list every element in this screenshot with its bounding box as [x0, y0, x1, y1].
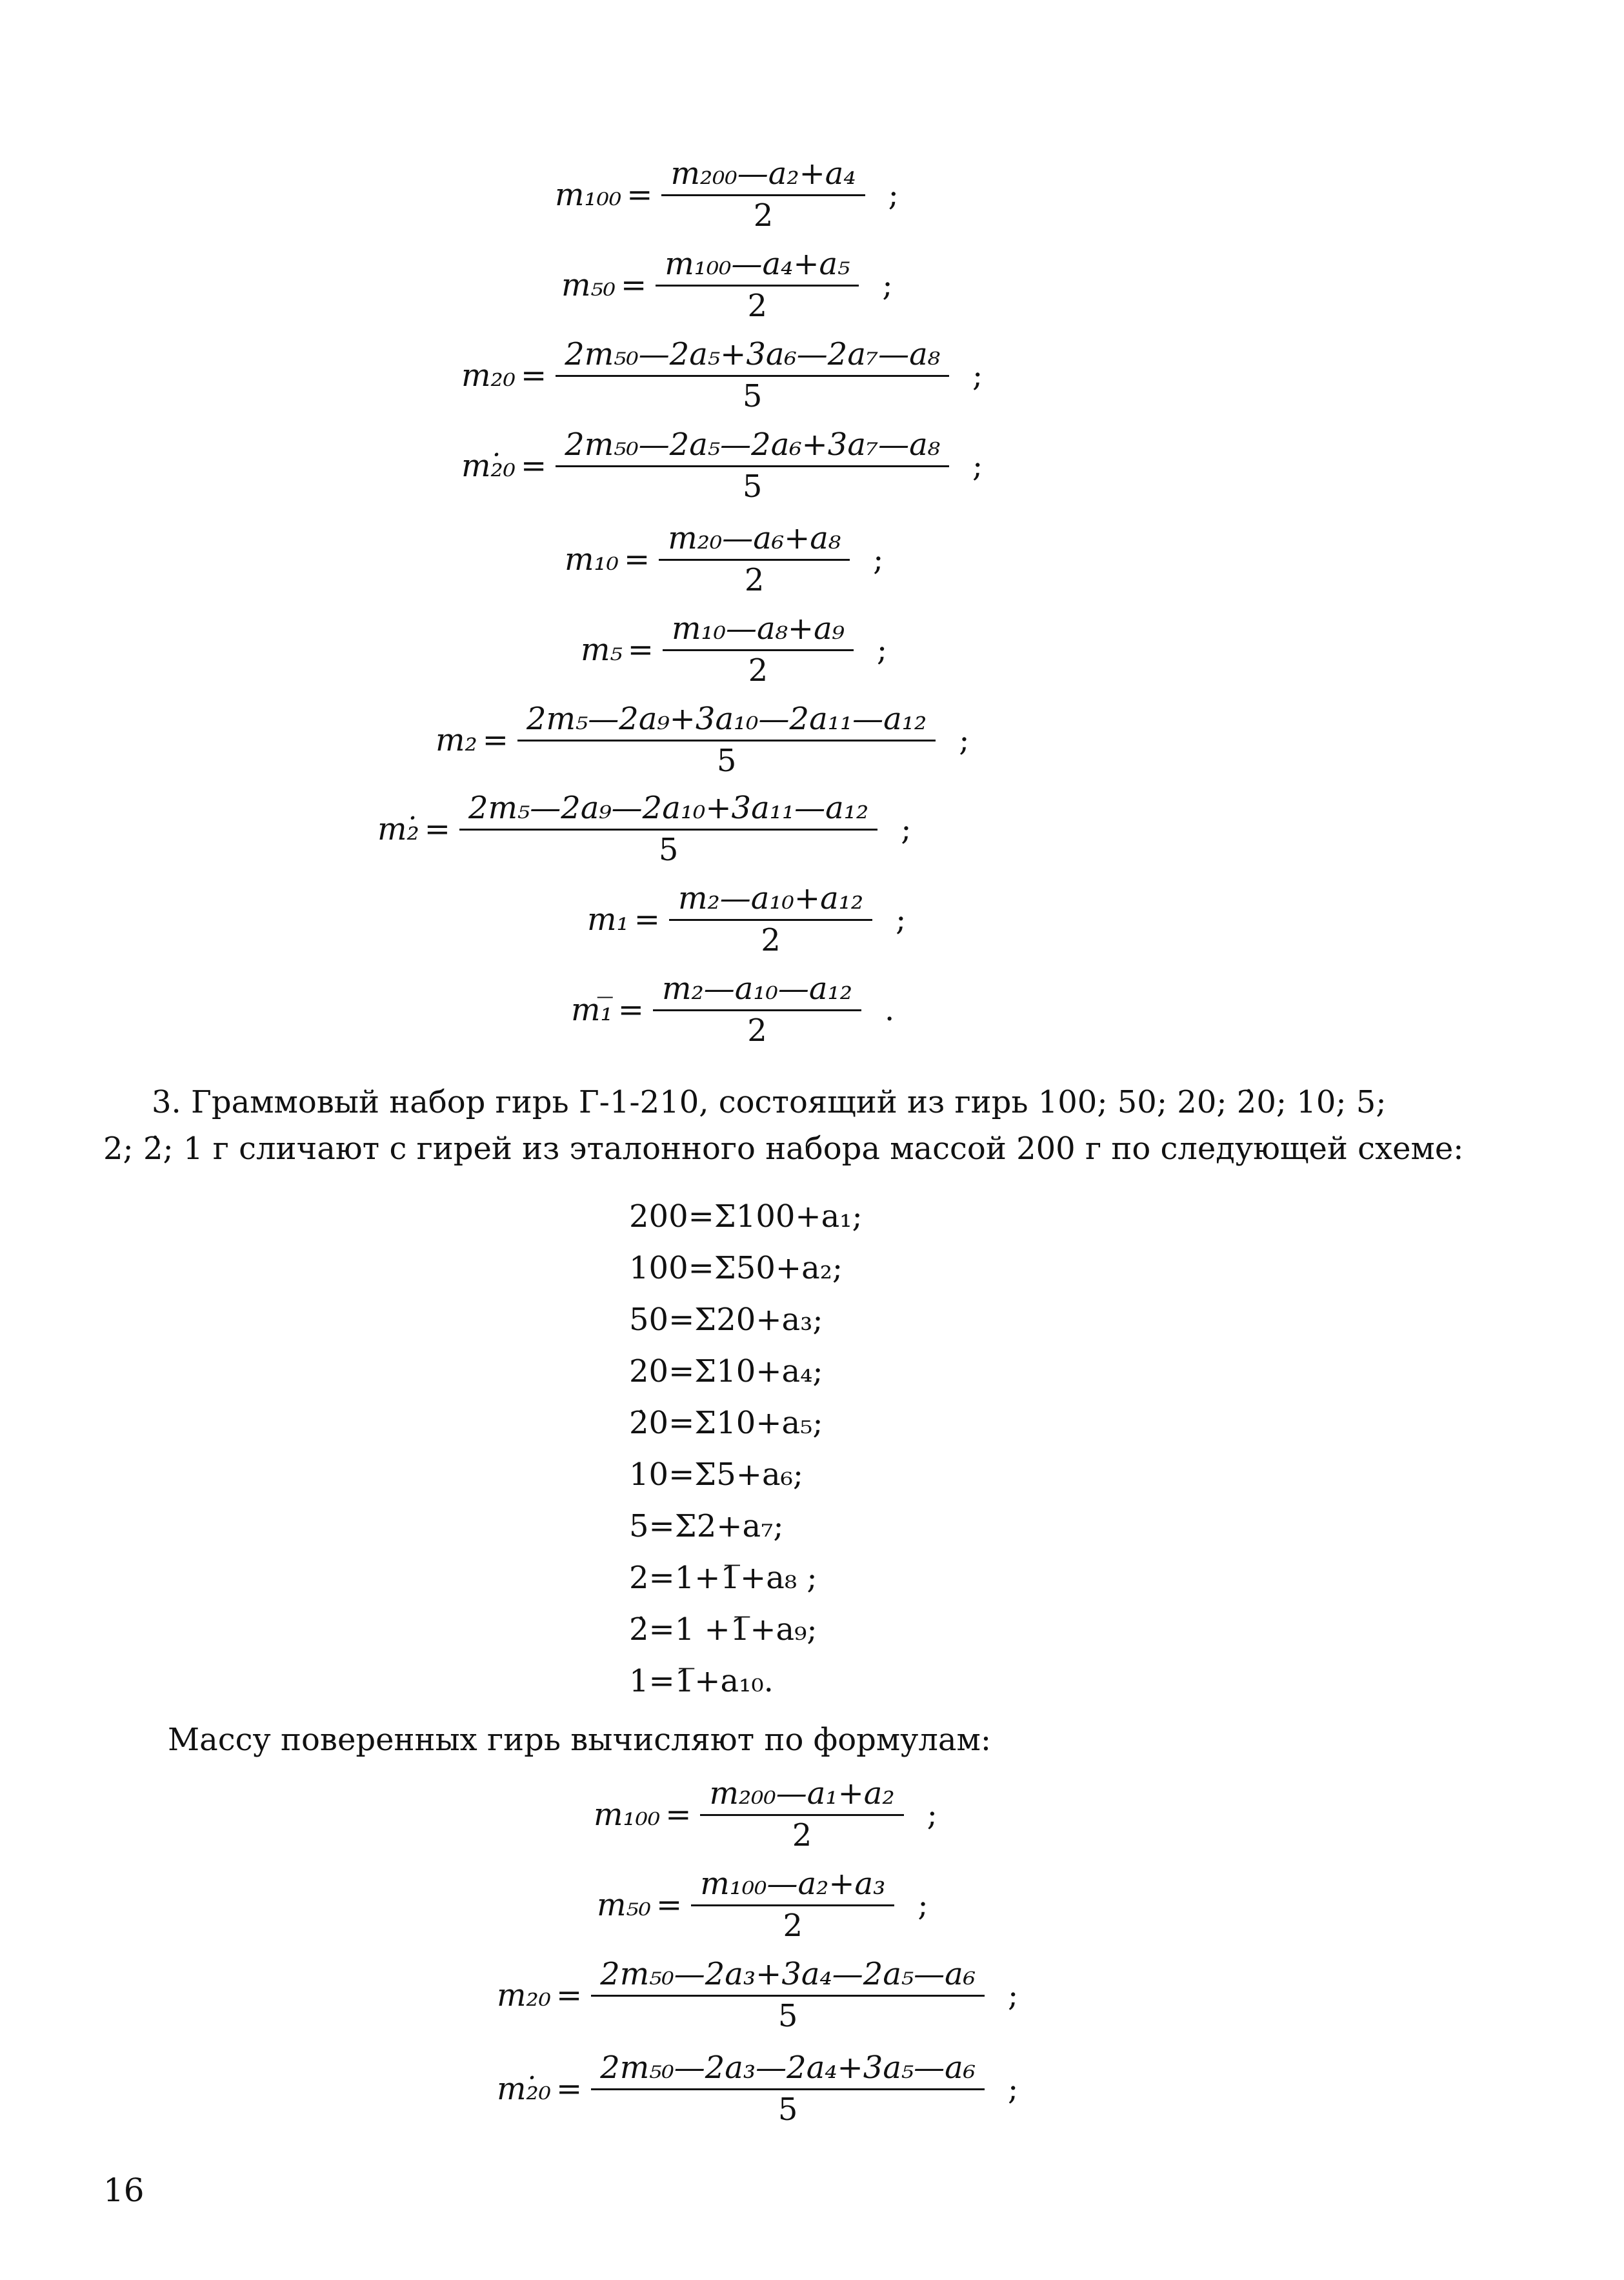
equation-lhs: m₁ [587, 901, 629, 938]
equation-lhs: m₁₀₀ [594, 1796, 661, 1833]
fraction [691, 1866, 894, 1944]
fraction [591, 1956, 985, 2034]
equation-lhs: m₁̅ [571, 991, 613, 1028]
denominator: 2 [761, 922, 781, 958]
denominator: 2 [748, 652, 768, 689]
scheme-line: 10=Σ5+a₆; [629, 1457, 804, 1493]
equation-lhs: m₂̇ [377, 811, 419, 847]
numerator: 2m₅₀—2a₅—2a₆+3a₇—a₈ [556, 429, 949, 467]
denominator: 2 [744, 562, 765, 598]
scheme-line: 100=Σ50+a₂; [629, 1250, 843, 1286]
punctuation: ; [876, 631, 888, 668]
scheme-line: 5=Σ2+a₇; [629, 1508, 784, 1544]
equation-m50-b: m₅₀ = $\frac{\text{m₁₀₀—a₂+a₃}}{2}$ ; [597, 1866, 928, 1944]
punctuation: ; [972, 447, 983, 484]
equation-m10: m₁₀ = $\frac{\text{m₂₀—a₆+a₈}}{2}$ ; [565, 520, 884, 598]
scheme-line: 50=Σ20+a₃; [629, 1302, 823, 1338]
denominator: 2 [783, 1908, 803, 1944]
punctuation: ; [901, 811, 912, 847]
equation-m20-b: m₂₀ = $\frac{\text{2m₅₀—2a₃+3a₄—2a₅—a₆}}{5}$ ; [497, 1956, 1019, 2034]
scheme-line: 2̇=1 +1̅+a₉; [629, 1611, 817, 1648]
scheme-line: 2̇0=Σ10+a₅; [629, 1405, 823, 1441]
fraction [459, 790, 877, 868]
denominator: 5 [777, 1998, 798, 2034]
denominator: 2 [753, 197, 774, 234]
equation-m100-b: m₁₀₀ = $\frac{\text{m₂₀₀—a₁+a₂}}{2}$ ; [594, 1775, 937, 1853]
equation-lhs: m₁₀ [565, 541, 619, 578]
equation-m2: m₂ = $\frac{\text{2m₅—2a₉+3a₁₀—2a₁₁—a₁₂}}{5}$ ; [436, 701, 970, 779]
numerator: 2m₅—2a₉—2a₁₀+3a₁₁—a₁₂ [459, 792, 877, 831]
numerator: m₁₀₀—a₂+a₃ [691, 1868, 894, 1906]
numerator: 2m₅₀—2a₃+3a₄—2a₅—a₆ [591, 1959, 985, 1997]
equation-lhs: m₂̇₀ [497, 2070, 551, 2107]
fraction [659, 520, 850, 598]
denominator: 5 [742, 469, 763, 505]
denominator: 2 [792, 1817, 812, 1853]
numerator: 2m₅₀—2a₅+3a₆—2a₇—a₈ [556, 339, 949, 377]
equation-lhs: m₂₀ [497, 1977, 551, 2013]
equation-lhs: m₂̇₀ [461, 447, 516, 484]
fraction [656, 246, 859, 324]
punctuation: ; [1008, 1977, 1019, 2013]
scheme-line: 20=Σ10+a₄; [629, 1353, 823, 1389]
punctuation: ; [1008, 2070, 1019, 2107]
paragraph-item-3 [103, 1079, 1464, 1172]
equation-m20-dot: m₂̇₀ = $\frac{\text{2m₅₀—2a₅—2a₆+3a₇—a₈}}{5}$ ; [461, 427, 983, 505]
equation-m20-dot-b: m₂̇₀ = $\frac{\text{2m₅₀—2a₃—2a₄+3a₅—a₆}}{5}$ ; [497, 2050, 1019, 2128]
scheme-line: 1=1̅+a₁₀. [629, 1663, 774, 1699]
equation-m50: m₅₀ = $\frac{\text{m₁₀₀—a₄+a₅}}{2}$ ; [561, 246, 893, 324]
fraction [663, 610, 854, 689]
scheme-line: 200=Σ100+a₁; [629, 1198, 863, 1235]
fraction [653, 971, 861, 1049]
equation-lhs: m₂ [436, 721, 477, 758]
equation-lhs: m₅₀ [597, 1886, 651, 1923]
numerator: m₂—a₁₀+a₁₂ [669, 883, 872, 921]
numerator: 2m₅—2a₉+3a₁₀—2a₁₁—a₁₂ [517, 703, 936, 742]
equation-lhs: m₅₀ [561, 267, 616, 303]
equation-lhs: m₅ [581, 631, 623, 668]
equation-m1-bar: m₁̅ = $\frac{\text{m₂—a₁₀—a₁₂}}{2}$ . [571, 971, 895, 1049]
punctuation: ; [896, 901, 907, 938]
fraction [556, 336, 949, 414]
denominator: 5 [777, 2092, 798, 2128]
equation-m5: m₅ = $\frac{\text{m₁₀—a₈+a₉}}{2}$ ; [581, 610, 888, 689]
equation-m2-dot: m₂̇ = $\frac{\text{2m₅—2a₉—2a₁₀+3a₁₁—a₁₂}}{5}$ ; [377, 790, 912, 868]
numerator: m₂—a₁₀—a₁₂ [653, 973, 861, 1011]
punctuation: ; [959, 721, 970, 758]
equation-lhs: m₂₀ [461, 357, 516, 394]
denominator: 5 [716, 743, 737, 779]
formulas-intro: Массу поверенных гирь вычисляют по формулам: [168, 1722, 992, 1758]
punctuation: ; [972, 357, 983, 394]
fraction [700, 1775, 903, 1853]
equation-lhs: m₁₀₀ [555, 176, 622, 213]
fraction [556, 427, 949, 505]
equation-m1: m₁ = $\frac{\text{m₂—a₁₀+a₁₂}}{2}$ ; [587, 880, 907, 958]
punctuation: ; [927, 1796, 937, 1833]
page-number: 16 [103, 2172, 145, 2209]
numerator: m₁₀—a₈+a₉ [663, 613, 854, 651]
equation-m20: m₂₀ = $\frac{\text{2m₅₀—2a₅+3a₆—2a₇—a₈}}{5}$ ; [461, 336, 983, 414]
numerator: m₁₀₀—a₄+a₅ [656, 248, 859, 287]
punctuation: ; [882, 267, 893, 303]
equation-m100: m₁₀₀ = $\frac{\text{m₂₀₀—a₂+a₄}}{2}$ ; [555, 156, 899, 234]
denominator: 2 [747, 288, 768, 324]
numerator: m₂₀₀—a₂+a₄ [661, 158, 865, 196]
fraction [591, 2050, 985, 2128]
paragraph-line: 2; 2̇; 1 г сличают с гирей из эталонного набора массой 200 г по следующей схеме: [103, 1131, 1464, 1167]
punctuation: ; [873, 541, 884, 578]
comparison-scheme [629, 1191, 863, 1707]
numerator: m₂₀—a₆+a₈ [659, 523, 850, 561]
fraction [661, 156, 865, 234]
denominator: 2 [747, 1013, 767, 1049]
fraction [669, 880, 872, 958]
denominator: 5 [658, 832, 679, 868]
denominator: 5 [742, 378, 763, 414]
numerator: 2m₅₀—2a₃—2a₄+3a₅—a₆ [591, 2052, 985, 2090]
paragraph-line: 3. Граммовый набор гирь Г-1-210, состоящий из гирь 100; 50; 20; 2̇0; 10; 5; [152, 1084, 1387, 1120]
fraction [517, 701, 936, 779]
punctuation: ; [888, 176, 899, 213]
scheme-line: 2=1+1̅+a₈ ; [629, 1560, 817, 1596]
punctuation: ; [917, 1886, 928, 1923]
numerator: m₂₀₀—a₁+a₂ [700, 1778, 903, 1816]
punctuation: . [884, 991, 895, 1028]
